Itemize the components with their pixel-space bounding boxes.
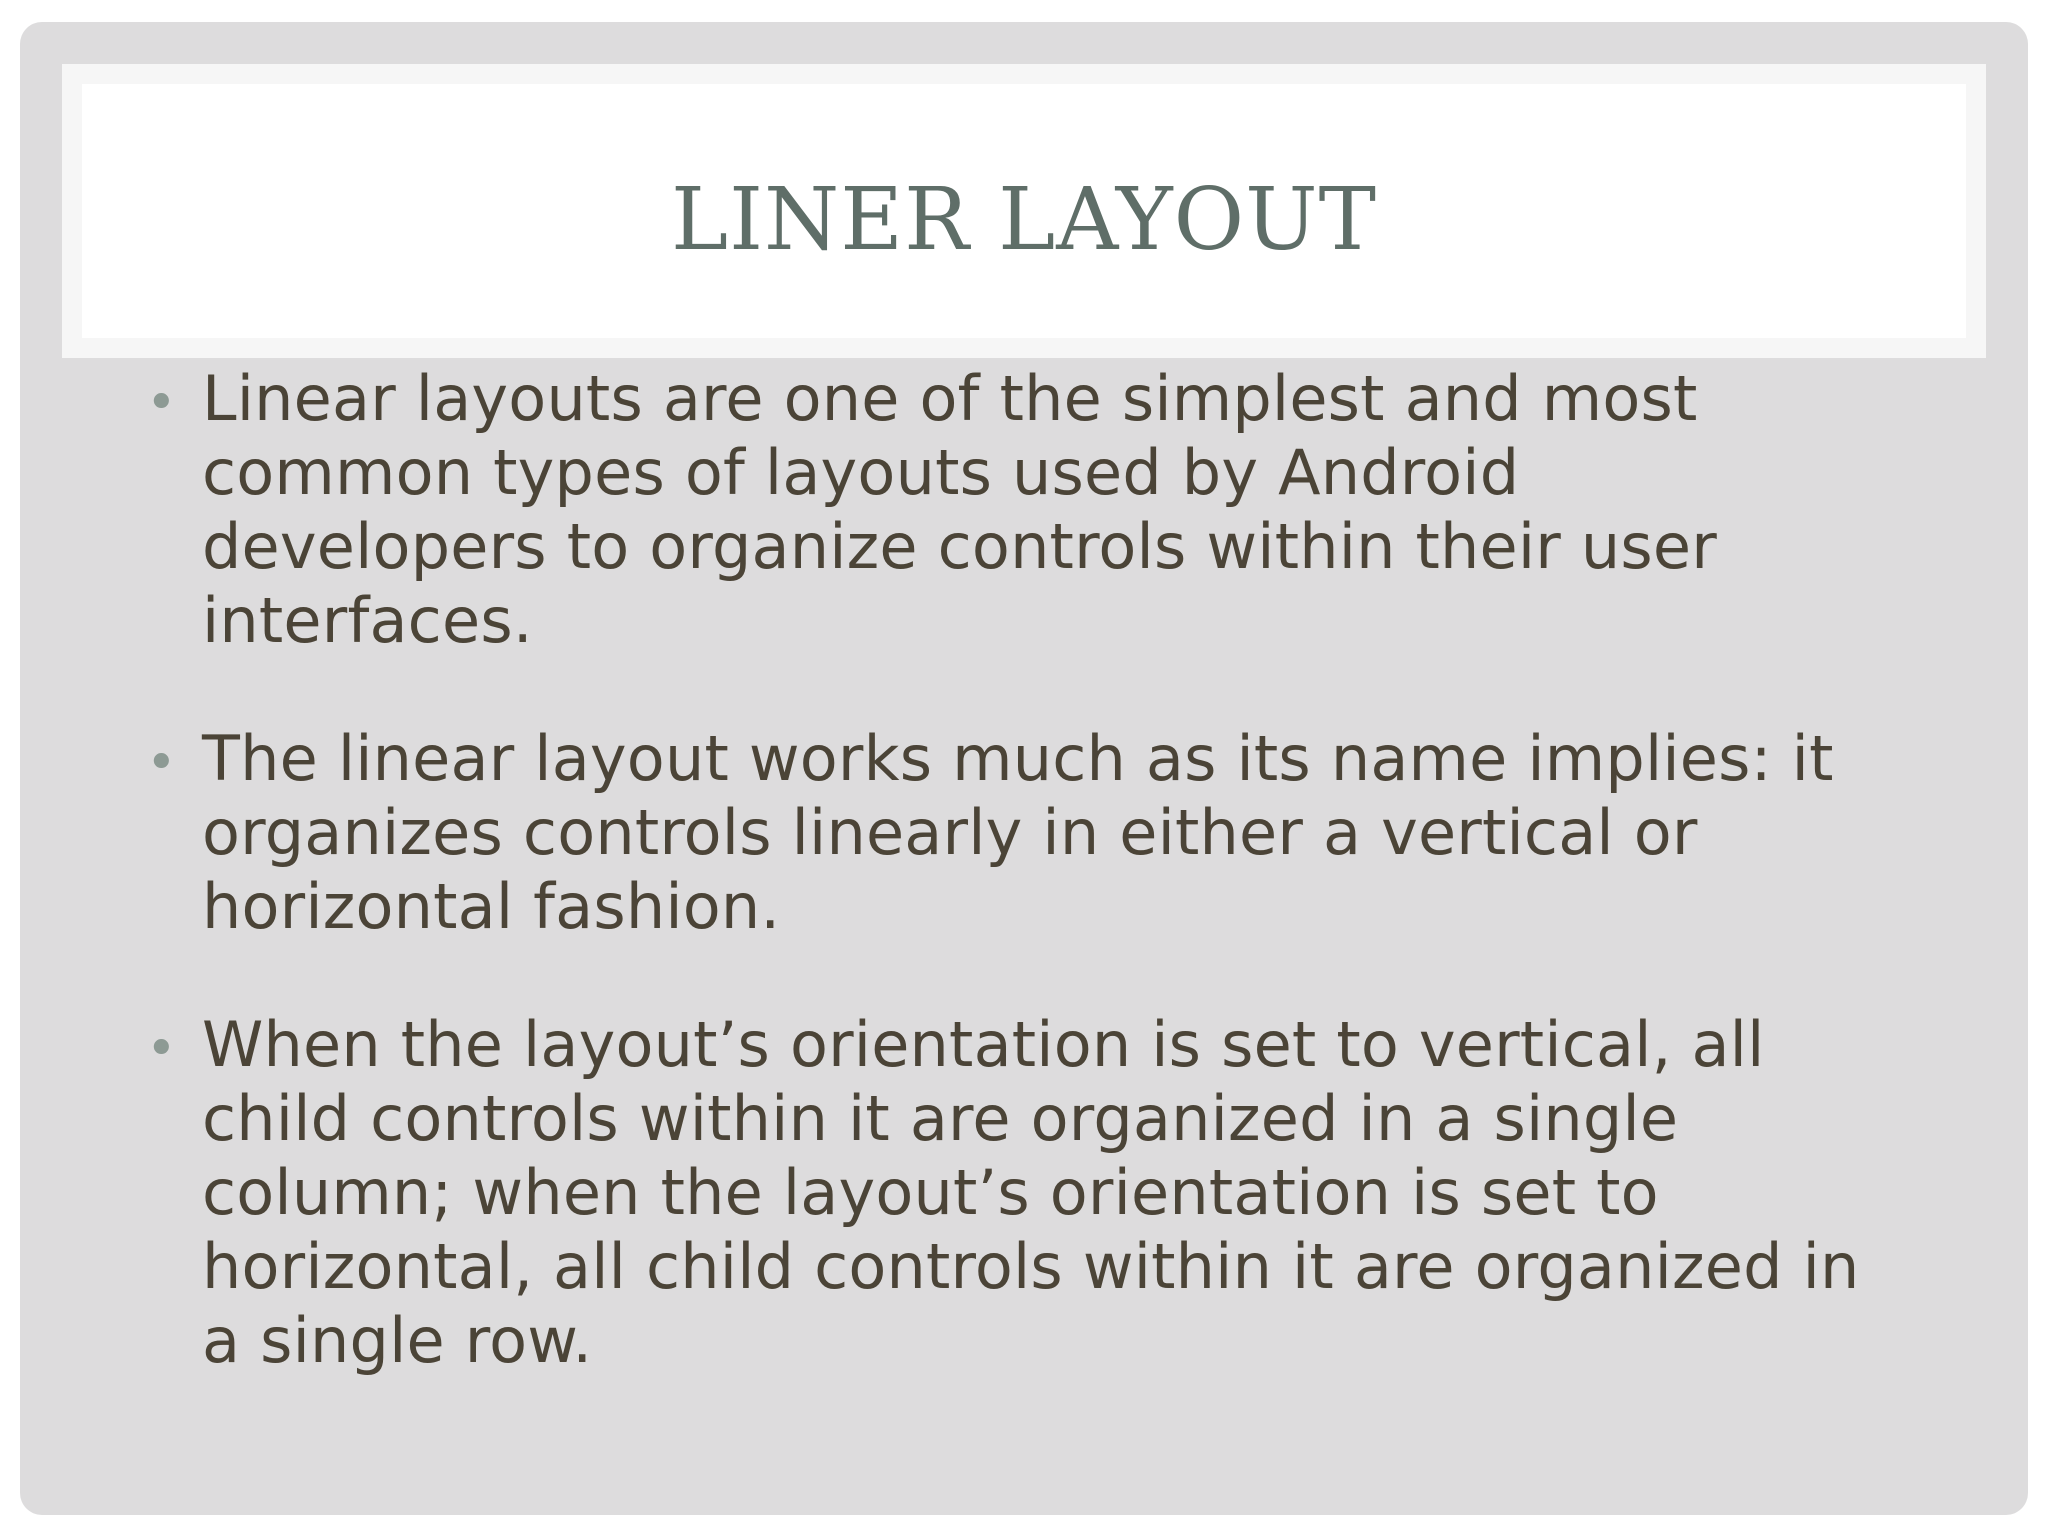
bullet-line: The linear layout works much as its name implies: it	[202, 722, 1834, 795]
slide	[20, 22, 2028, 1515]
bullet-line: child controls within it are organized in a single	[202, 1082, 1679, 1155]
bullet-icon: •	[146, 1019, 177, 1079]
bullet-item	[136, 1008, 1976, 1378]
slide-title: LINER LAYOUT	[670, 170, 1378, 270]
bullet-list	[136, 362, 1976, 1442]
bullet-line: a single row.	[202, 1304, 593, 1377]
bullet-item	[136, 362, 1976, 658]
bullet-icon: •	[146, 733, 177, 793]
bullet-text	[202, 722, 1976, 944]
bullet-text	[202, 1008, 1976, 1378]
title-box	[82, 84, 1966, 338]
bullet-line: Linear layouts are one of the simplest and most	[202, 362, 1698, 435]
bullet-line: When the layout’s orientation is set to vertical, all	[202, 1008, 1765, 1081]
bullet-icon: •	[146, 373, 177, 433]
bullet-line: column; when the layout’s orientation is set to	[202, 1156, 1659, 1229]
bullet-line: horizontal, all child controls within it are organized in	[202, 1230, 1860, 1303]
bullet-line: developers to organize controls within their user	[202, 510, 1717, 583]
bullet-line: interfaces.	[202, 584, 533, 657]
bullet-line: common types of layouts used by Android	[202, 436, 1520, 509]
bullet-item	[136, 722, 1976, 944]
title-band	[62, 64, 1986, 358]
bullet-line: organizes controls linearly in either a vertical or	[202, 796, 1698, 869]
bullet-text	[202, 362, 1976, 658]
bullet-line: horizontal fashion.	[202, 870, 781, 943]
